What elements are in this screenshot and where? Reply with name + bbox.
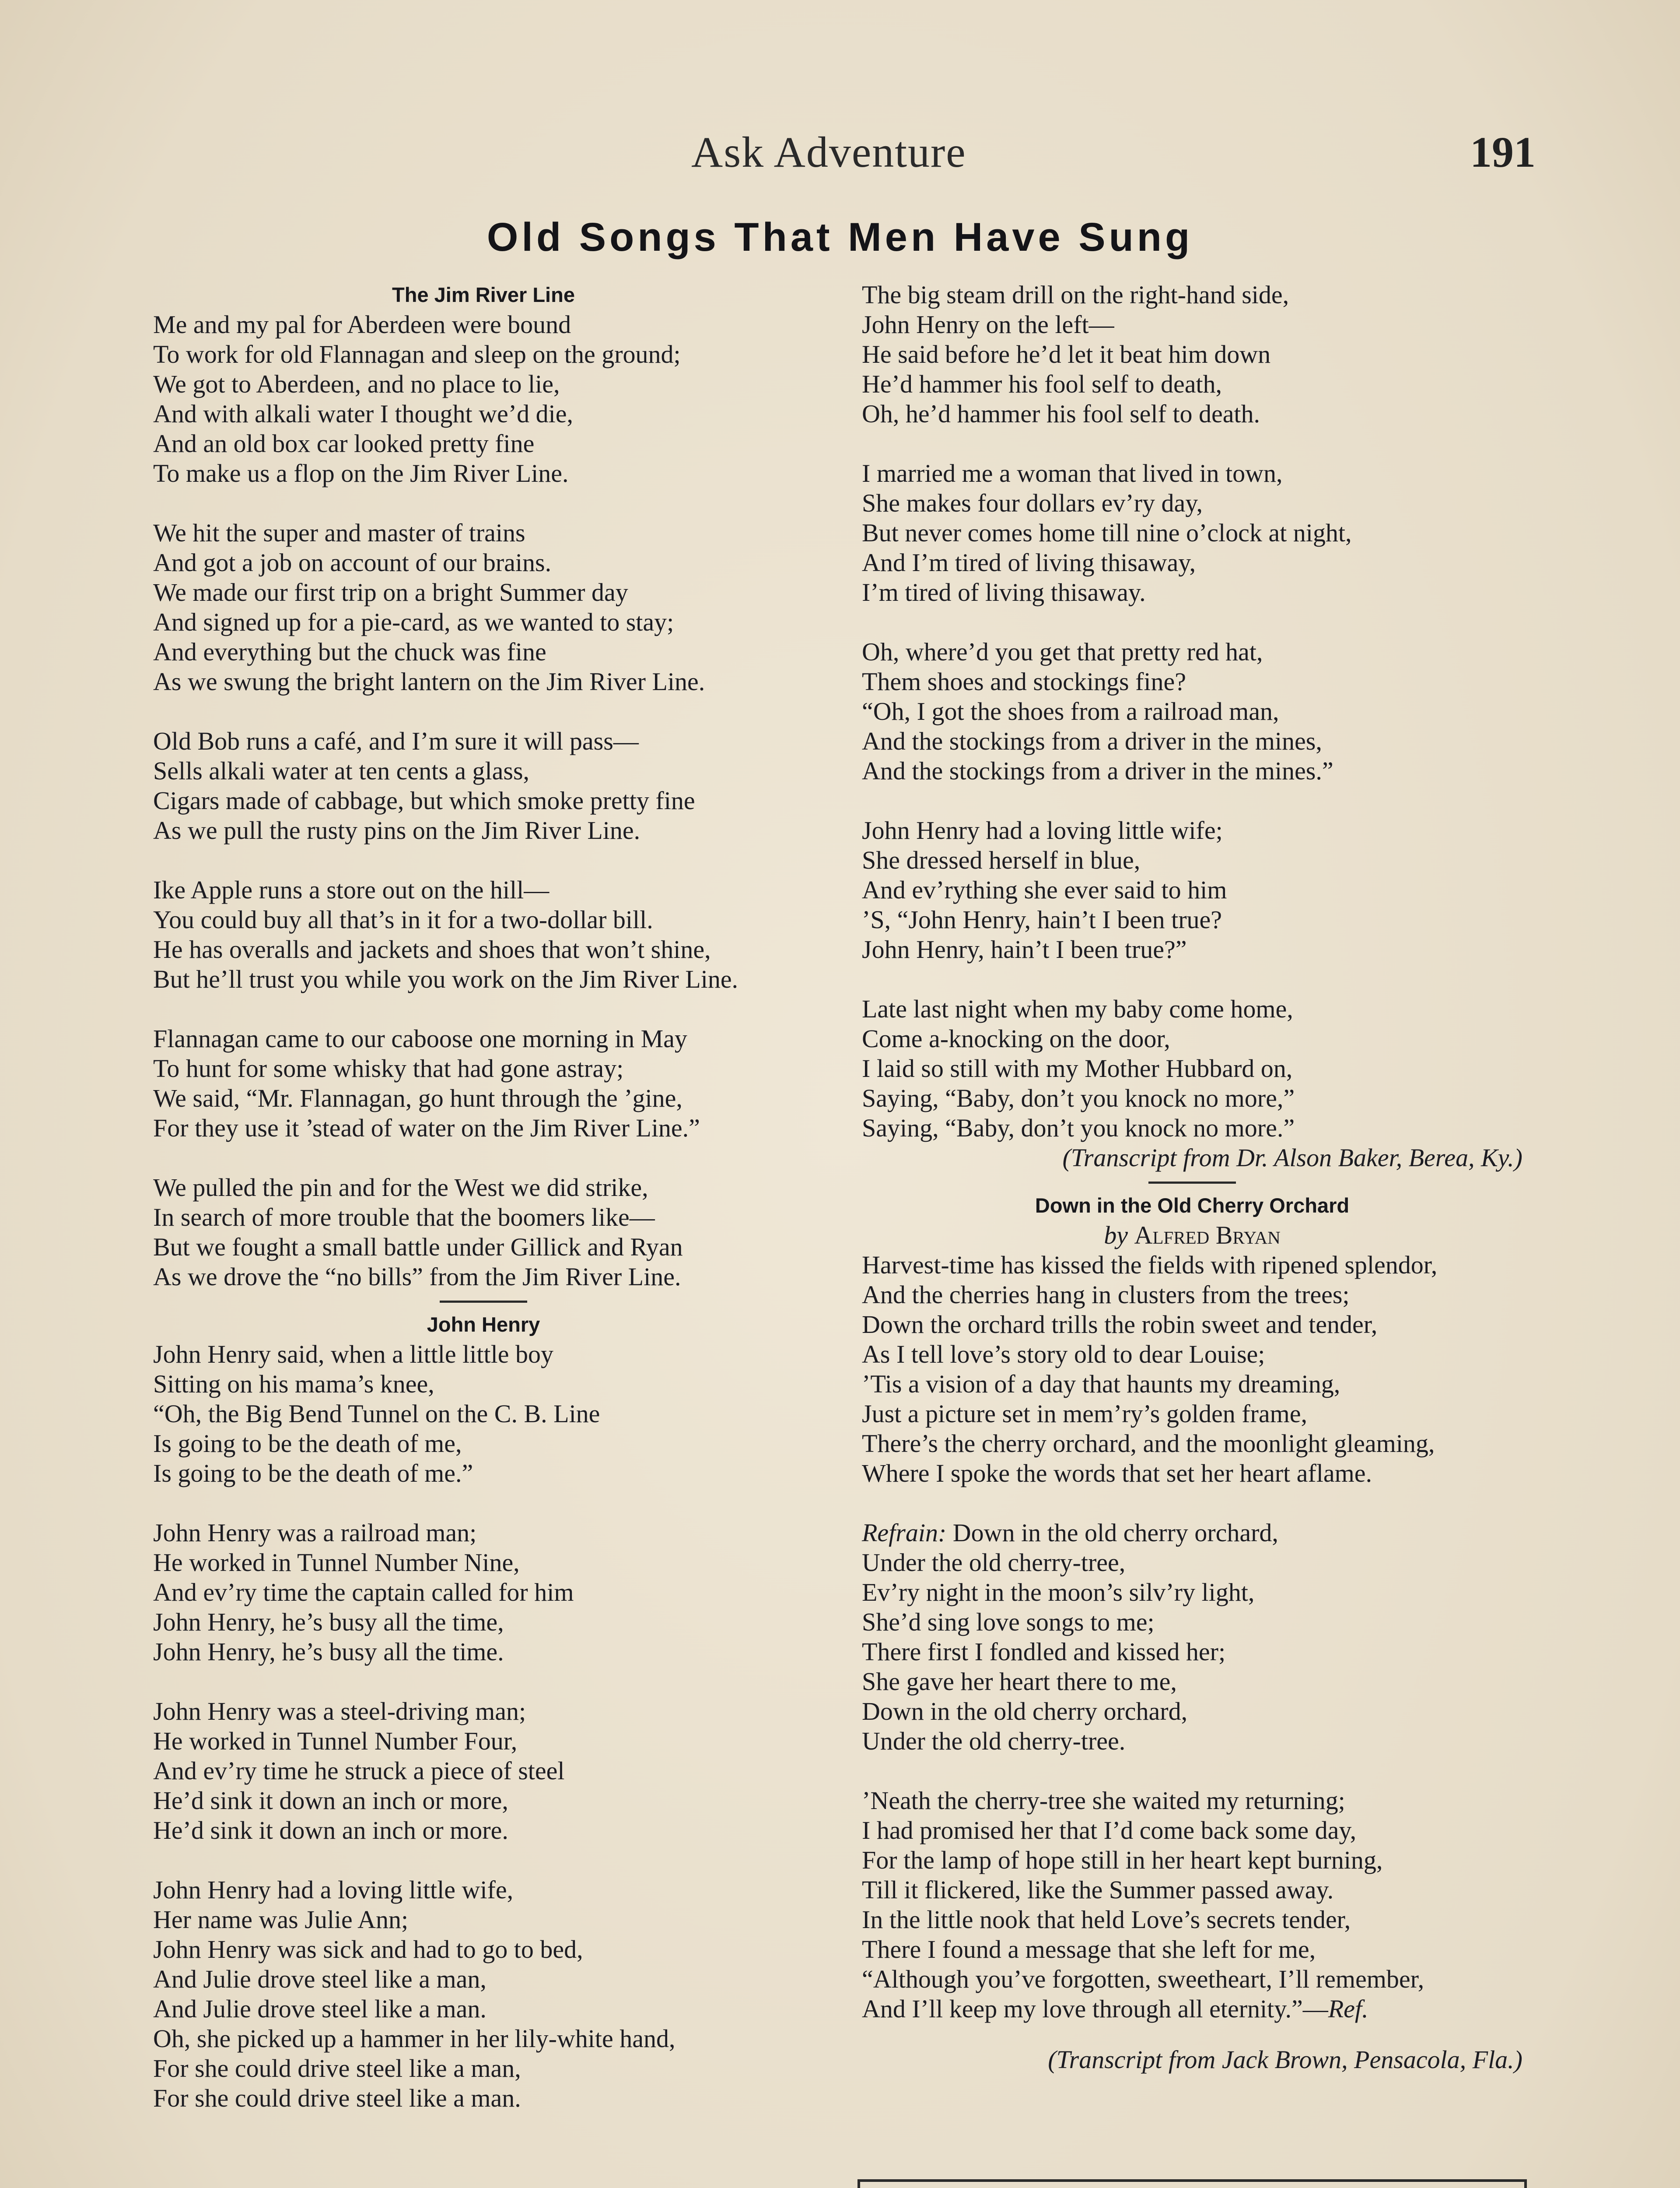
stanza [153,1339,814,1488]
left-column [153,280,814,2122]
verse-line: She makes four dollars ev’ry day, [862,489,1203,517]
verse-line: John Henry on the left— [862,310,1114,339]
verse-line: And I’m tired of living thisaway, [862,548,1196,577]
song-title-cherry-orchard: Down in the Old Cherry Orchard [1035,1194,1350,1217]
transcript-credit-baker: (Transcript from Dr. Alson Baker, Berea, Ky.) [1062,1143,1522,1172]
verse-line: There first I fondled and kissed her; [862,1637,1226,1666]
verse-line: “Oh, I got the shoes from a railroad man, [862,697,1279,726]
stanza [862,816,1522,964]
verse-line: To hunt for some whisky that had gone astray; [153,1054,624,1083]
right-column [862,280,1522,2083]
verse-line: And ev’rything she ever said to him [862,876,1227,904]
verse-line: Oh, he’d hammer his fool self to death. [862,400,1260,428]
divider-rule [1148,1182,1236,1184]
verse-line: ’S, “John Henry, hain’t I been true? [862,905,1222,934]
verse-line: I married me a woman that lived in town, [862,459,1283,487]
verse-line: She gave her heart there to me, [862,1667,1177,1696]
verse-line: He’d sink it down an inch or more. [153,1816,508,1844]
verse-line: And the stockings from a driver in the mines, [862,727,1322,755]
verse-line: For they use it ’stead of water on the Jim River Line.” [153,1114,700,1142]
verse-line: Saying, “Baby, don’t you knock no more.” [862,1114,1295,1142]
song-jim-river-line [153,310,814,1292]
verse-line: Cigars made of cabbage, but which smoke pretty fine [153,786,695,815]
stanza [153,1518,814,1667]
verse-line: Down in the old cherry orchard, [862,1697,1188,1725]
stanza [862,994,1522,1143]
running-header: Ask Adventure [691,128,966,176]
refrain-lines [862,1548,1522,1756]
verse-line: John Henry, he’s busy all the time. [153,1637,504,1666]
stanza [862,1786,1522,2024]
refrain [862,1518,1522,1756]
byline [862,1220,1522,1250]
verse-line: For she could drive steel like a man, [153,2054,521,2083]
verse-line: To work for old Flannagan and sleep on the ground; [153,340,681,368]
verse-line: Is going to be the death of me.” [153,1459,473,1487]
verse-line: As we pull the rusty pins on the Jim River Line. [153,816,640,845]
verse-line: Old Bob runs a café, and I’m sure it will pass— [153,727,639,755]
notice-box [858,2179,1527,2188]
verse-line: And the cherries hang in clusters from the trees; [862,1280,1350,1309]
verse-line: As we drove the “no bills” from the Jim River Line. [153,1262,681,1291]
verse-line: And got a job on account of our brains. [153,548,552,577]
stanza [153,310,814,488]
verse-line: Where I spoke the words that set her heart aflame. [862,1459,1372,1487]
verse-line: Come a-knocking on the door, [862,1024,1170,1053]
refrain-label: Refrain: [862,1518,947,1547]
song-title-jim-river-line: The Jim River Line [392,283,575,306]
verse-line: Oh, she picked up a hammer in her lily-white hand, [153,2024,676,2053]
verse-line: Under the old cherry-tree. [862,1727,1126,1755]
verse-line: She’d sing love songs to me; [862,1608,1155,1636]
verse-line: Till it flickered, like the Summer passed away. [862,1876,1334,1904]
verse-line: John Henry had a loving little wife; [862,816,1223,845]
verse-line: John Henry was sick and had to go to bed, [153,1935,583,1964]
verse-line: He worked in Tunnel Number Four, [153,1727,518,1755]
verse-line: For she could drive steel like a man. [153,2084,521,2112]
verse-line: And the stockings from a driver in the mines.” [862,757,1334,785]
verse-line: In search of more trouble that the boomers like— [153,1203,655,1231]
stanza [153,518,814,697]
verse-line: John Henry, hain’t I been true?” [862,935,1187,964]
verse-line: “Oh, the Big Bend Tunnel on the C. B. Line [153,1399,600,1428]
stanza [862,280,1522,429]
verse-line: For the lamp of hope still in her heart kept burning, [862,1846,1383,1874]
verse-line: He worked in Tunnel Number Nine, [153,1548,520,1577]
verse-line: We made our first trip on a bright Summer day [153,578,628,607]
verse-line: John Henry had a loving little wife, [153,1876,514,1904]
verse-line: John Henry was a steel-driving man; [153,1697,526,1725]
verse-line: And Julie drove steel like a man, [153,1965,486,1993]
verse-line: Is going to be the death of me, [153,1429,462,1458]
page-number: 191 [1470,128,1536,176]
verse-line: Me and my pal for Aberdeen were bound [153,310,571,339]
stanza [153,1875,814,2113]
verse-line: Harvest-time has kissed the fields with ripened splendor, [862,1251,1438,1279]
verse-line: We said, “Mr. Flannagan, go hunt through the ’gine, [153,1084,682,1112]
verse-line: John Henry said, when a little little boy [153,1340,553,1368]
song-john-henry [153,1339,814,2113]
transcript-credit-brown: (Transcript from Jack Brown, Pensacola, Fla.) [1048,2045,1522,2074]
verse-line: Flannagan came to our caboose one morning in May [153,1024,687,1053]
verse-line: The big steam drill on the right-hand side, [862,281,1289,309]
verse-line-last [862,1994,1522,2024]
verse-line: But never comes home till nine o’clock at night, [862,519,1352,547]
verse-line: But we fought a small battle under Gillick and Ryan [153,1233,683,1261]
verse-line: Sells alkali water at ten cents a glass, [153,757,530,785]
verse-line: We pulled the pin and for the West we did strike, [153,1173,648,1202]
verse-line: I had promised her that I’d come back some day, [862,1816,1357,1844]
verse-line: To make us a flop on the Jim River Line. [153,459,569,487]
verse-line: He’d sink it down an inch or more, [153,1786,508,1815]
verse-line: Ike Apple runs a store out on the hill— [153,876,550,904]
stanza [153,1024,814,1143]
verse-line: We got to Aberdeen, and no place to lie, [153,370,560,398]
song-cherry-orchard [862,1250,1522,1488]
verse-line: He said before he’d let it beat him down [862,340,1271,368]
verse-line: Down the orchard trills the robin sweet and tender, [862,1310,1378,1339]
song-title-john-henry: John Henry [427,1313,540,1336]
divider-rule [440,1301,527,1303]
verse-line: As I tell love’s story old to dear Louise; [862,1340,1265,1368]
verse-line: Oh, where’d you get that pretty red hat, [862,638,1263,666]
verse-line: As we swung the bright lantern on the Jim River Line. [153,667,705,696]
verse-line: And signed up for a pie-card, as we wanted to stay; [153,608,674,636]
verse-line: Sitting on his mama’s knee, [153,1370,434,1398]
verse-line: John Henry, he’s busy all the time, [153,1608,504,1636]
verse-line: We hit the super and master of trains [153,519,525,547]
verse-line: And everything but the chuck was fine [153,638,546,666]
verse-line: “Although you’ve forgotten, sweetheart, I’ll remember, [862,1965,1424,1993]
verse-line: In the little nook that held Love’s secrets tender, [862,1905,1351,1934]
stanza [862,459,1522,607]
verse-line: You could buy all that’s in it for a two-dollar bill. [153,905,653,934]
stanza [153,1173,814,1292]
verse-line: ’Tis a vision of a day that haunts my dreaming, [862,1370,1340,1398]
verse-line: But he’ll trust you while you work on the Jim River Line. [153,965,738,993]
verse-line: Under the old cherry-tree, [862,1548,1126,1577]
verse-line: ’Neath the cherry-tree she waited my returning; [862,1786,1345,1815]
verse-line: I’m tired of living thisaway. [862,578,1146,607]
stanza [153,726,814,845]
stanza [862,1250,1522,1488]
stanza [153,875,814,994]
stanza [862,637,1522,786]
byline-prefix: by [1104,1221,1128,1249]
verse-line: He has overalls and jackets and shoes that won’t shine, [153,935,711,964]
verse-line: John Henry was a railroad man; [153,1518,477,1547]
verse-line: Ev’ry night in the moon’s silv’ry light, [862,1578,1255,1606]
last-line-text: And I’ll keep my love through all eternity.”— [862,1995,1328,2023]
refrain-ref: Ref. [1328,1995,1368,2023]
verse-line: Her name was Julie Ann; [153,1905,409,1934]
song-john-henry-continued [862,280,1522,1143]
verse-line: And Julie drove steel like a man. [153,1995,486,2023]
verse-line: There I found a message that she left for me, [862,1935,1316,1964]
refrain-line: Down in the old cherry orchard, [952,1518,1278,1547]
verse-line: Just a picture set in mem’ry’s golden frame, [862,1399,1307,1428]
verse-line: He’d hammer his fool self to death, [862,370,1222,398]
refrain-first-line [862,1518,1522,1548]
verse-line: And with alkali water I thought we’d die, [153,400,573,428]
section-title: Old Songs That Men Have Sung [486,215,1194,259]
verse-line: Them shoes and stockings fine? [862,667,1186,696]
byline-author: Alfred Bryan [1134,1221,1281,1249]
verse-line: Late last night when my baby come home, [862,995,1293,1023]
verse-line: Saying, “Baby, don’t you knock no more,” [862,1084,1295,1112]
verse-line: And ev’ry time the captain called for him [153,1578,574,1606]
stanza [153,1697,814,1845]
verse-line: There’s the cherry orchard, and the moonlight gleaming, [862,1429,1435,1458]
verse-line: I laid so still with my Mother Hubbard on, [862,1054,1293,1083]
verse-line: And ev’ry time he struck a piece of steel [153,1757,565,1785]
verse-line: And an old box car looked pretty fine [153,429,535,458]
verse-line: She dressed herself in blue, [862,846,1141,874]
stanza-lines [862,1786,1522,1994]
